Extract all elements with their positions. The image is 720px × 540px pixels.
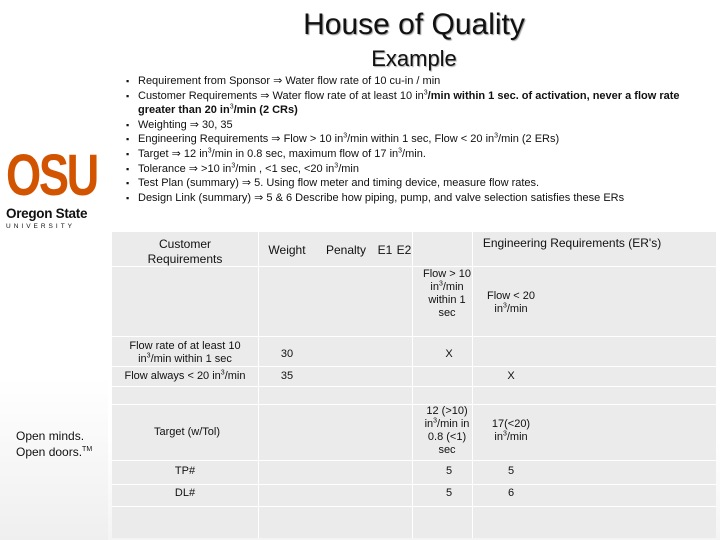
osu-logo	[6, 143, 102, 230]
dl2-value: 6	[507, 487, 515, 499]
tp-label: TP#	[174, 465, 196, 477]
target1-value: 12 (>10) $in^3/\min$ in 0.8 (<1) sec	[424, 405, 470, 456]
header-penalty: Penalty	[325, 243, 367, 257]
tagline	[16, 428, 92, 460]
bullet-item: ▪ Requirement from Sponsor ⇒ Water flow rate of 10 cu-in / min	[126, 74, 696, 89]
row-divider	[112, 366, 716, 367]
header-e2: E2	[396, 243, 412, 257]
row-divider	[112, 484, 716, 485]
slide-title: House of Quality	[303, 8, 525, 41]
cr2-weight: 35	[280, 370, 294, 382]
row-divider	[112, 460, 716, 461]
logo-osu-text: OSU	[6, 143, 98, 208]
tagline-line1: Open minds.	[16, 429, 85, 443]
dl-label: DL#	[174, 487, 196, 499]
tp1-value: 5	[445, 465, 453, 477]
bullet-item: ▪ Target ⇒ 12 $in^3/\min$ in 0.8 sec, maximum flow of 17 $in^3/\min$.	[126, 147, 696, 162]
bullet-list	[126, 74, 696, 205]
bullet-item: ▪ Tolerance ⇒ >10 $in^3/\min$ , <1 sec, <20 $in^3/\min$	[126, 162, 696, 177]
bullet-item: ▪ Engineering Requirements ⇒ Flow > 10 $in^3/\min$ within 1 sec, Flow < 20 $in^3/\min$ (2 ERs)	[126, 132, 696, 147]
tagline-line2: Open doors.™	[16, 445, 93, 459]
row-divider	[112, 336, 716, 337]
bullet-item: ▪ Test Plan (summary) ⇒ 5. Using flow meter and timing device, measure flow rates.	[126, 176, 696, 191]
tp2-value: 5	[507, 465, 515, 477]
target2-value: 17(<20) $in^3/\min$	[491, 418, 531, 443]
bullet-item: ▪ Customer Requirements ⇒ Water flow rate of at least 10 $in^3/\min$ within 1 sec. of activation, never a flow rate greater than 20 $in^3/\min$ (2 CRs)	[126, 89, 696, 118]
header-weight: Weight	[268, 243, 306, 257]
house-of-quality-table	[112, 232, 716, 538]
cr2-label: Flow always < 20 $in^3/\min$	[124, 369, 246, 382]
dl1-value: 5	[445, 487, 453, 499]
header-engineering-requirements: Engineering Requirements (ER's)	[482, 236, 662, 250]
cr1-mark: X	[445, 348, 453, 360]
cr2-mark: X	[507, 370, 515, 382]
cr1-weight: 30	[280, 348, 294, 360]
header-customer-requirements: Customer Requirements	[147, 237, 223, 266]
logo-name: Oregon State	[6, 206, 88, 221]
col-divider	[258, 232, 259, 538]
row-divider	[112, 386, 716, 387]
er2-label: Flow < 20 $in^3/\min$	[487, 290, 535, 315]
bullet-item: ▪ Design Link (summary) ⇒ 5 & 6 Describe how piping, pump, and valve selection satisfies these ERs	[126, 191, 696, 206]
target-label: Target (w/Tol)	[153, 426, 221, 438]
logo-university: UNIVERSITY	[6, 223, 76, 230]
row-divider	[112, 506, 716, 507]
slide-subtitle: Example	[371, 46, 457, 71]
header-e1: E1	[377, 243, 393, 257]
cr1-label: Flow rate of at least 10 $in^3/\min$ within 1 sec	[129, 340, 241, 365]
er1-label: Flow > 10 $in^3/\min$ within 1 sec	[423, 268, 471, 319]
bullet-item: ▪ Weighting ⇒ 30, 35	[126, 118, 696, 133]
